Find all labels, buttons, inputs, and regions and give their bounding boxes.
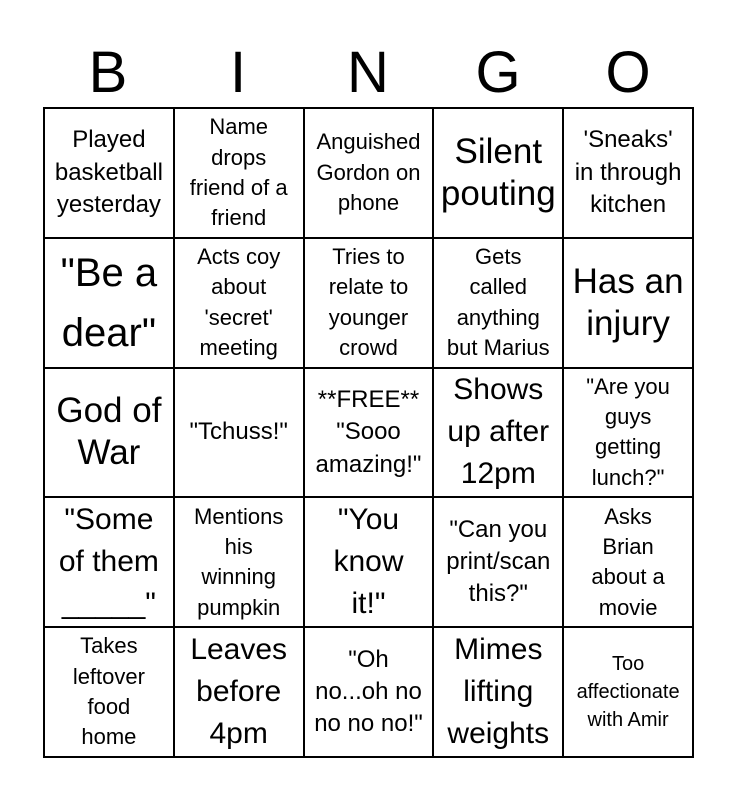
cell-text: 'Sneaks' in through kitchen (574, 126, 682, 219)
cell-text: Asks Brian about a movie (591, 503, 665, 620)
bingo-cell[interactable] (564, 369, 694, 499)
bingo-cell[interactable] (45, 498, 175, 628)
bingo-cell[interactable] (305, 498, 435, 628)
cell-text: Tries to relate to younger crowd (328, 243, 409, 361)
cell-text: "Tchuss!" (189, 418, 288, 446)
cell-text: Silent pouting (440, 131, 556, 213)
cell-text: Mimes lifting weights (447, 633, 550, 751)
bingo-cell[interactable] (175, 109, 305, 239)
cell-text: "Some of them _____" (58, 503, 159, 621)
bingo-cell[interactable] (175, 239, 305, 369)
cell-text: "Be a dear" (60, 250, 158, 355)
cell-text: God of War (56, 391, 162, 473)
cell-text: "Oh no...oh no no no no!" (314, 645, 423, 738)
header-letter-o: O (605, 40, 651, 105)
cell-text: "You know it!" (333, 503, 404, 621)
bingo-cell[interactable] (175, 369, 305, 499)
bingo-cell[interactable] (564, 628, 694, 758)
bingo-cell[interactable] (175, 498, 305, 628)
bingo-cell[interactable] (434, 109, 564, 239)
bingo-cell[interactable] (434, 498, 564, 628)
bingo-cell[interactable] (564, 239, 694, 369)
cell-text: Anguished Gordon on phone (316, 129, 421, 216)
bingo-header (43, 40, 693, 106)
bingo-cell[interactable] (305, 628, 435, 758)
cell-text: **FREE** "Sooo amazing!" (315, 385, 422, 478)
cell-text: Mentions his winning pumpkin (194, 503, 284, 620)
cell-text: Acts coy about 'secret' meeting (197, 243, 281, 361)
bingo-cell[interactable] (45, 628, 175, 758)
bingo-cell[interactable] (45, 369, 175, 499)
cell-text: Too affectionate with Amir (576, 653, 680, 732)
header-letter-g: G (475, 40, 521, 105)
bingo-cell[interactable] (564, 109, 694, 239)
cell-text: Takes leftover food home (72, 633, 145, 750)
bingo-board (43, 107, 694, 758)
cell-text: "Can you print/scan this?" (446, 515, 551, 608)
cell-text: Gets called anything but Marius (446, 243, 550, 361)
bingo-cell[interactable] (45, 239, 175, 369)
header-letter-b: B (88, 40, 128, 105)
cell-text: Has an injury (572, 261, 684, 343)
cell-text: Leaves before 4pm (190, 633, 288, 751)
cell-text: Name drops friend of a friend (189, 114, 288, 231)
cell-text: "Are you guys getting lunch?" (586, 373, 670, 490)
bingo-cell[interactable] (305, 109, 435, 239)
bingo-cell-free[interactable] (305, 369, 435, 499)
cell-text: Played basketball yesterday (54, 126, 163, 219)
bingo-cell[interactable] (434, 628, 564, 758)
header-letter-n: N (347, 40, 389, 105)
cell-text: Shows up after 12pm (447, 373, 550, 491)
bingo-cell[interactable] (45, 109, 175, 239)
bingo-cell[interactable] (434, 239, 564, 369)
bingo-cell[interactable] (434, 369, 564, 499)
header-letter-i: I (229, 40, 247, 105)
bingo-cell[interactable] (564, 498, 694, 628)
bingo-cell[interactable] (175, 628, 305, 758)
bingo-cell[interactable] (305, 239, 435, 369)
